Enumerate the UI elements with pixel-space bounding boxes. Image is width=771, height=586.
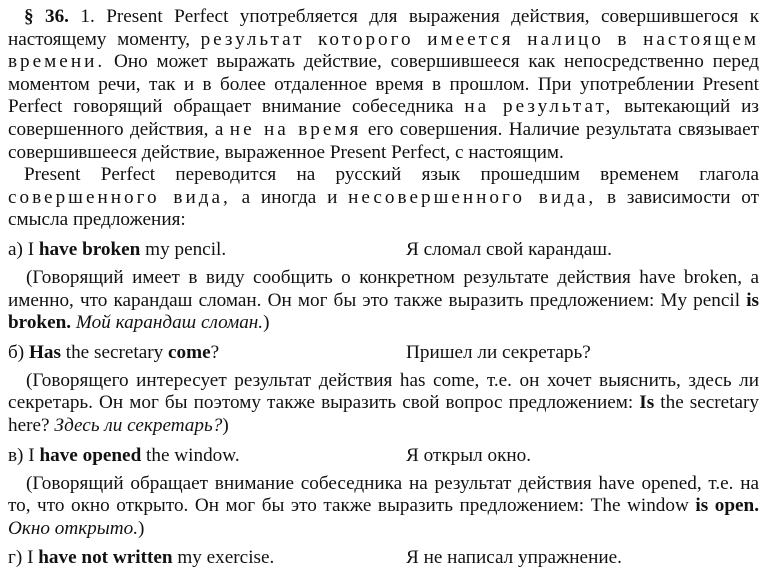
text-run: I: [27, 547, 34, 569]
text-run: the secretary: [65, 341, 164, 363]
text-run: I: [28, 444, 35, 466]
item-number: 1.: [80, 6, 95, 27]
example-russian: Я открыл окно.: [406, 444, 532, 466]
text-run: (Говорящий имеет в виду сообщить о конкретном результате действия have broken, а именно, что карандаш сломан. Он мог бы это также выразить предложением: My pencil: [8, 266, 759, 311]
text-run: (Говорящий обращает внимание собеседника на результат действия have opened, т.е. на то, что окно открыто. Он мог бы это также выразить предложением: The window: [8, 472, 759, 517]
text-run: вытекающий из совершенного действия, а: [8, 96, 760, 140]
section-number: § 36.: [24, 6, 69, 27]
text-run: а иногда и: [241, 186, 338, 208]
verb-form: come: [168, 341, 211, 363]
example-marker: а): [8, 238, 23, 260]
text-run: Present Perfect употребляется для выражения действия, совершившегося к настоящему моменту,: [8, 6, 760, 50]
text-run: ): [138, 517, 145, 539]
verb-form: Has: [28, 341, 61, 363]
text-run: Оно может выражать действие, совершившееся как непосредственно перед моментом речи, так и в более отдаленное время в прошлом. При употреблении Present Perfect говорящий обращает внимание собеседника: [8, 51, 760, 118]
spaced-text: не на время: [229, 118, 362, 140]
example-marker: г): [8, 547, 23, 569]
example-b-note: [8, 370, 759, 438]
bold-phrase: is open.: [695, 495, 759, 517]
paragraph-1: [8, 6, 759, 164]
text-run: my exercise.: [177, 547, 275, 569]
example-b: [8, 342, 759, 364]
text-run: I: [27, 238, 35, 260]
example-marker: в): [8, 444, 24, 466]
spaced-text: результат которого имеется налицо в настоящем времени.: [8, 28, 759, 73]
example-russian: Я сломал свой карандаш.: [406, 238, 612, 260]
spaced-text: совершенного вида,: [8, 186, 231, 208]
example-english: [8, 239, 406, 261]
italic-translation: Здесь ли секретарь?: [54, 414, 223, 436]
example-russian: Я не написал упражнение.: [406, 547, 622, 569]
text-run: ?: [210, 341, 220, 363]
text-run: ): [263, 312, 270, 334]
text-run: в зависимости от смысла предложения:: [8, 186, 760, 231]
text-run: my pencil.: [145, 238, 227, 260]
example-english: [8, 445, 406, 467]
bold-phrase: Is: [639, 392, 655, 414]
example-c: [8, 445, 759, 467]
example-russian: Пришел ли секретарь?: [406, 341, 591, 363]
text-run: the secretary here?: [8, 392, 760, 436]
spaced-text: на результат,: [464, 96, 614, 118]
text-run: Present Perfect переводится на русский язык прошедшим временем глагола: [24, 164, 759, 186]
example-a: [8, 239, 759, 261]
verb-form: have not written: [38, 547, 173, 569]
text-run: (Говорящего интересует результат действия has come, т.е. он хочет выяснить, здесь ли секретарь. Он мог бы поэтому также выразить свой вопрос предложением:: [8, 369, 759, 414]
verb-form: have opened: [39, 444, 142, 466]
example-english: [8, 342, 406, 364]
verb-form: have broken: [38, 238, 141, 260]
paragraph-2: [8, 164, 759, 232]
example-english: [8, 547, 406, 569]
text-run: the window.: [146, 444, 240, 466]
example-d: [8, 547, 759, 569]
text-run: его совершения. Наличие результата связывает совершившееся действие, выраженное Present Perfect, с настоящим.: [8, 118, 759, 163]
italic-translation: Окно открыто.: [8, 517, 139, 539]
example-a-note: [8, 267, 759, 335]
bold-phrase: is broken.: [8, 289, 760, 334]
spaced-text: несовершенного вида,: [348, 186, 597, 208]
example-marker: б): [8, 341, 25, 363]
italic-translation: Мой карандаш сломан.: [75, 312, 264, 334]
example-c-note: [8, 473, 759, 541]
text-run: ): [222, 414, 229, 436]
